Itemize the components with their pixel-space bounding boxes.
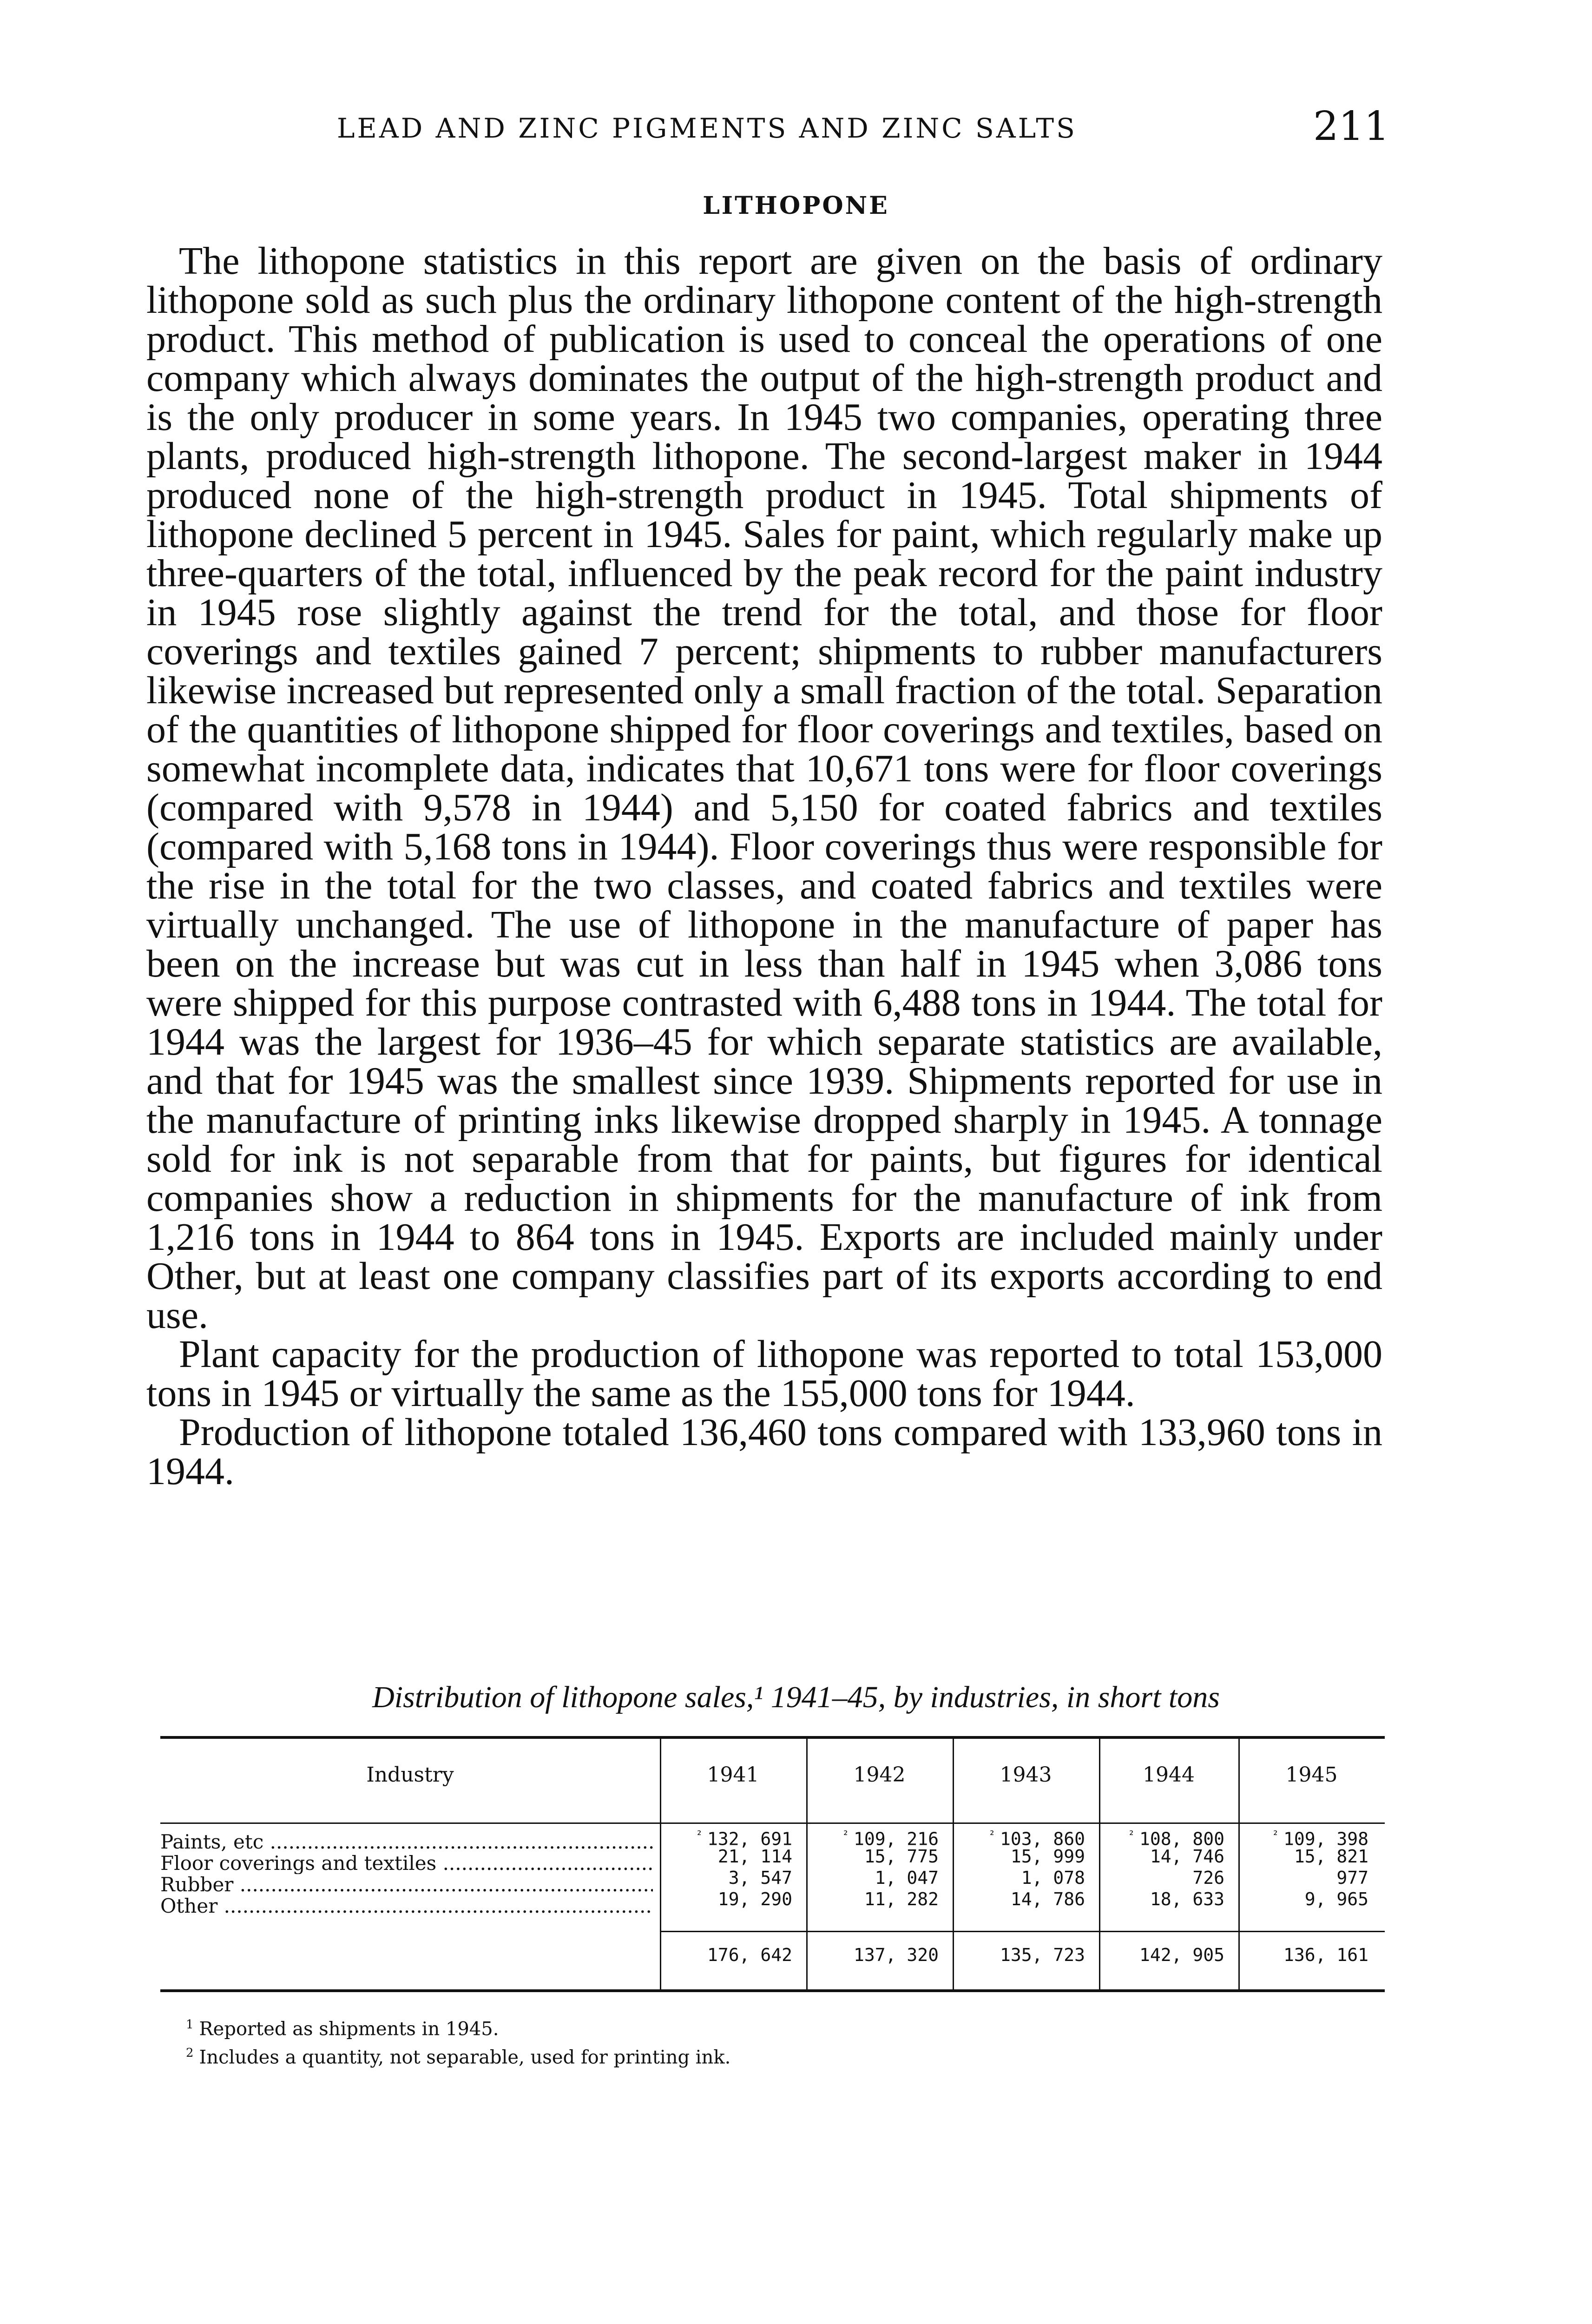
table-cell: 15, 999 xyxy=(1010,1846,1085,1867)
row-label: Paints, etc ..... xyxy=(160,1831,653,1853)
column-header-year: 1944 xyxy=(1143,1763,1195,1787)
paragraph-1: The lithopone statistics in this report are given on the basis of ordinary lithopone sold as such plus the ordinary lithopone content of the high-strength product. This method of publication is used to conceal the operations of one company which always dominates the output of the high-strength product and is the only producer in some years. In 1945 two companies, operating three plants, produced high-strength lithopone. The second-largest maker in 1944 produced none of the high-strength product in 1945. Total shipments of lithopone declined 5 percent in 1945. Sales for paint, which regularly make up three-quarters of the total, influenced by the peak record for the paint industry in 1945 rose slightly against the trend for the total, and those for floor coverings and textiles gained 7 percent; shipments to rubber manufacturers likewise increased but represented only a small fraction of the total. Separation of the quantities of lithopone shipped for floor coverings and textiles, based on somewhat incomplete data, indicates that 10,671 tons were for floor coverings (compared with 9,578 in 1944) and 5,150 for coated fabrics and textiles (compared with 5,168 tons in 1944). Floor coverings thus were responsible for the rise in the total for the two classes, and coated fabrics and textiles were virtually unchanged. The use of lithopone in the manufacture of paper has been on the increase but was cut in less than half in 1945 when 3,086 tons were shipped for this purpose contrasted with 6,488 tons in 1944. The total for 1944 was the largest for 1936–45 for which separate statistics are available, and that for 1945 was the smallest since 1939. Shipments reported for use in the manufacture of printing inks likewise dropped sharply in 1945. A tonnage sold for ink is not separable from that for paints, but figures for identical companies show a reduction in shipments for the manufacture of ink from 1,216 tons in 1944 to 864 tons in 1945. Exports are included mainly under Other, but at least one company classifies part of its exports according to end use. xyxy=(146,239,1382,1337)
table-cell: 726 xyxy=(1192,1868,1224,1888)
section-title: LITHOPONE xyxy=(703,191,889,220)
table-cell: $^{^2}$ 109, 398 xyxy=(1272,1829,1368,1849)
table-total-cell: 135, 723 xyxy=(1000,1945,1085,1965)
table-cell: 977 xyxy=(1336,1868,1368,1888)
table-cell: 15, 775 xyxy=(864,1846,939,1867)
table-cell: 9, 965 xyxy=(1304,1889,1368,1909)
table-cell: $^{^2}$ 103, 860 xyxy=(988,1829,1085,1849)
table-total-cell: 176, 642 xyxy=(707,1945,792,1965)
table-total-cell: 142, 905 xyxy=(1139,1945,1224,1965)
table-cell: 18, 633 xyxy=(1150,1889,1224,1909)
body-text xyxy=(146,239,1382,1493)
table-cell: 15, 821 xyxy=(1294,1846,1368,1867)
column-header-year: 1945 xyxy=(1285,1763,1338,1787)
paragraph-2: Plant capacity for the production of lithopone was reported to total 153,000 tons in 1945 or virtually the same as the 155,000 tons for 1944. xyxy=(146,1333,1382,1415)
column-header-year: 1942 xyxy=(853,1763,906,1787)
table-cell: $^{^2}$ 108, 800 xyxy=(1128,1829,1224,1849)
column-header-year: 1941 xyxy=(707,1763,759,1787)
table-total-cell: 137, 320 xyxy=(853,1945,939,1965)
table-cell: 14, 746 xyxy=(1150,1846,1224,1867)
paragraph-3: Production of lithopone totaled 136,460 tons compared with 133,960 tons in 1944. xyxy=(146,1411,1382,1493)
table-cell: $^{^2}$ 132, 691 xyxy=(696,1829,792,1849)
table-caption: Distribution of lithopone sales,¹ 1941–45, by industries, in short tons xyxy=(372,1680,1220,1714)
table-cell: $^{^2}$ 109, 216 xyxy=(842,1829,939,1849)
table-cell: 1, 078 xyxy=(1021,1868,1085,1888)
running-title: LEAD AND ZINC PIGMENTS AND ZINC SALTS xyxy=(337,112,1077,144)
running-head xyxy=(153,103,1389,154)
row-label: Other ..... xyxy=(160,1895,653,1917)
table-bottom-rule xyxy=(160,1989,1385,1992)
column-header-year: 1943 xyxy=(1000,1763,1052,1787)
column-header-industry: Industry xyxy=(366,1763,454,1787)
row-label: Rubber ..... xyxy=(160,1874,653,1895)
table-header-rule xyxy=(160,1822,1385,1824)
table-cell: 19, 290 xyxy=(717,1889,792,1909)
row-label: Floor coverings and textiles ..... xyxy=(160,1853,653,1874)
table-cell: 14, 786 xyxy=(1010,1889,1085,1909)
table-cell: 3, 547 xyxy=(728,1868,792,1888)
footnote: $^2$ Includes a quantity, not separable, used for printing ink. xyxy=(186,2046,731,2068)
footnotes xyxy=(186,2013,730,2070)
table-cell: 1, 047 xyxy=(875,1868,939,1888)
table-cell: 21, 114 xyxy=(717,1846,792,1867)
table-total-cell: 136, 161 xyxy=(1283,1945,1368,1965)
table-cell: 11, 282 xyxy=(864,1889,939,1909)
table-total-rule xyxy=(660,1931,1385,1932)
page-number: 211 xyxy=(1313,103,1389,150)
table-top-rule xyxy=(160,1736,1385,1739)
footnote: $^1$ Reported as shipments in 1945. xyxy=(186,2018,499,2040)
